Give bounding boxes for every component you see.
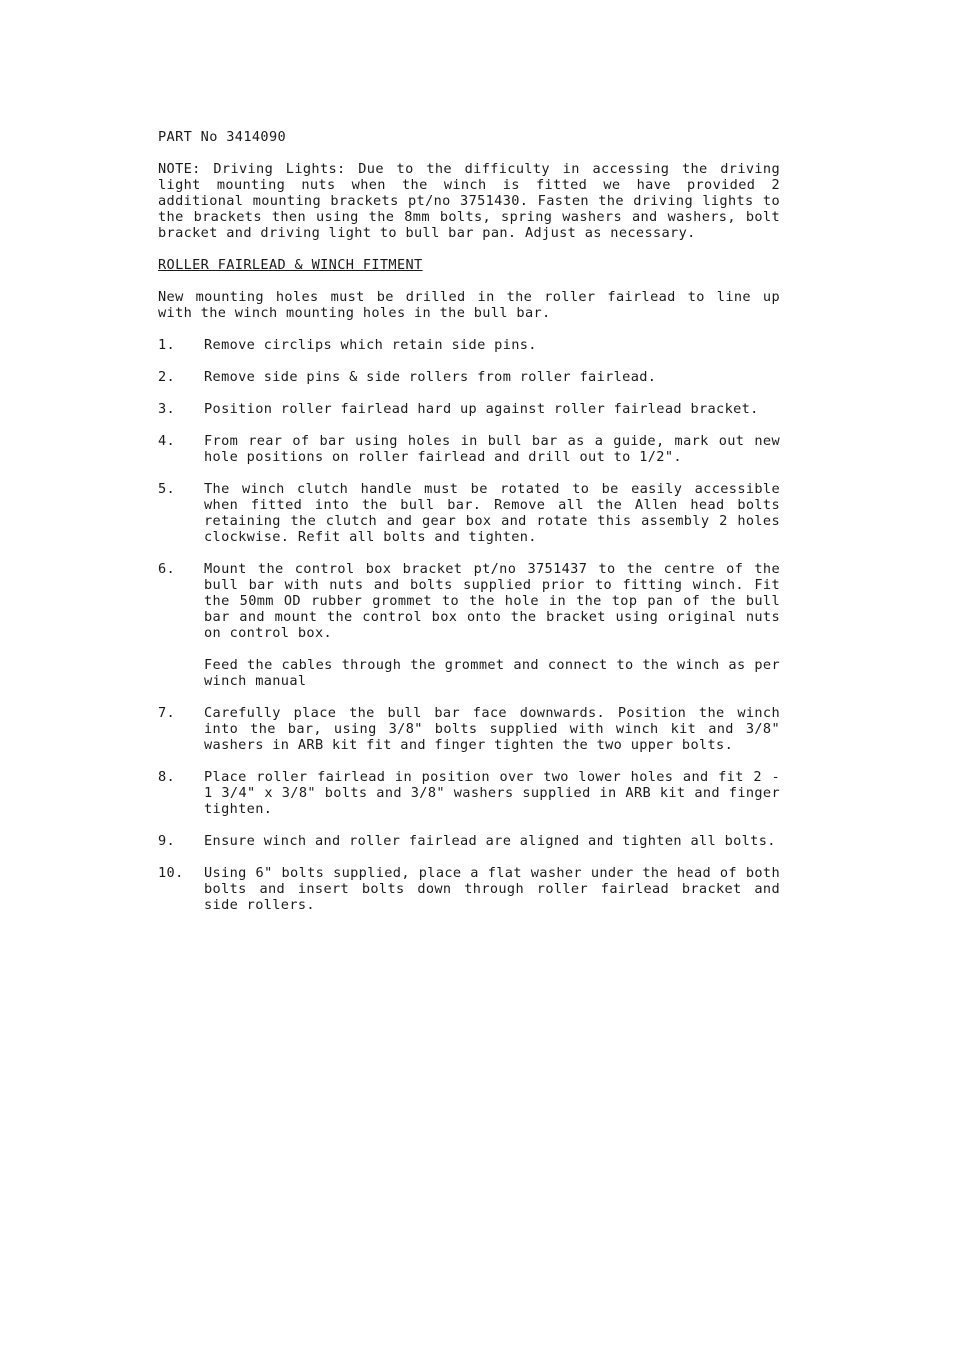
step-number: 9. [158, 833, 176, 849]
step-number: 3. [158, 401, 176, 417]
step-number: 7. [158, 705, 176, 721]
step-body [204, 481, 780, 545]
step-item [158, 369, 780, 385]
step-text: Using 6" bolts supplied, place a flat washer under the head of both bolts and insert bolts down through roller fairlead bracket and side rollers. [204, 865, 780, 913]
step-body [204, 337, 780, 353]
step-text: Remove side pins & side rollers from roller fairlead. [204, 369, 657, 385]
step-text: The winch clutch handle must be rotated to be easily accessible when fitted into the bull bar. Remove all the Allen head bolts retaining the clutch and gear box and rotate this assembly 2 holes clockwise. Refit all bolts and tighten. [204, 481, 780, 545]
step-body [204, 705, 780, 753]
step-extra-text: Feed the cables through the grommet and connect to the winch as per winch manual [204, 657, 780, 689]
steps-list [158, 337, 780, 913]
part-number: PART No 3414090 [158, 129, 287, 145]
step-body [204, 769, 780, 817]
step-body [204, 865, 780, 913]
step-number: 6. [158, 561, 176, 577]
step-number: 10. [158, 865, 184, 881]
step-item [158, 769, 780, 817]
section-heading: ROLLER FAIRLEAD & WINCH FITMENT [158, 257, 423, 273]
step-item [158, 433, 780, 465]
step-text: Mount the control box bracket pt/no 3751437 to the centre of the bull bar with nuts and bolts supplied prior to fitting winch. Fit the 50mm OD rubber grommet to the hole in the top pan of the bull bar and mount the control box onto the bracket using original nuts on control box. [204, 561, 780, 641]
step-text: From rear of bar using holes in bull bar as a guide, mark out new hole positions on roller fairlead and drill out to 1/2". [204, 433, 780, 465]
step-item [158, 401, 780, 417]
step-text: Remove circlips which retain side pins. [204, 337, 537, 353]
intro-paragraph: New mounting holes must be drilled in the roller fairlead to line up with the winch mounting holes in the bull bar. [158, 289, 780, 321]
document-page [158, 129, 780, 929]
step-body [204, 833, 780, 849]
step-item [158, 481, 780, 545]
step-body [204, 433, 780, 465]
step-item [158, 561, 780, 689]
step-body [204, 369, 780, 385]
step-body [204, 401, 780, 417]
step-body [204, 561, 780, 689]
step-number: 2. [158, 369, 176, 385]
driving-lights-note: NOTE: Driving Lights: Due to the difficulty in accessing the driving light mounting nuts when the winch is fitted we have provided 2 additional mounting brackets pt/no 3751430. Fasten the driving lights to the brackets then using the 8mm bolts, spring washers and washers, bolt bracket and driving light to bull bar pan. Adjust as necessary. [158, 161, 780, 241]
step-text: Place roller fairlead in position over two lower holes and fit 2 - 1 3/4" x 3/8" bolts and 3/8" washers supplied in ARB kit and finger tighten. [204, 769, 780, 817]
step-item [158, 833, 780, 849]
step-number: 8. [158, 769, 176, 785]
step-number: 5. [158, 481, 176, 497]
step-item [158, 337, 780, 353]
step-item [158, 865, 780, 913]
step-number: 4. [158, 433, 176, 449]
step-item [158, 705, 780, 753]
step-text: Ensure winch and roller fairlead are aligned and tighten all bolts. [204, 833, 776, 849]
step-text: Carefully place the bull bar face downwards. Position the winch into the bar, using 3/8" bolts supplied with winch kit and 3/8" washers in ARB kit fit and finger tighten the two upper bolts. [204, 705, 780, 753]
step-text: Position roller fairlead hard up against roller fairlead bracket. [204, 401, 759, 417]
step-number: 1. [158, 337, 176, 353]
